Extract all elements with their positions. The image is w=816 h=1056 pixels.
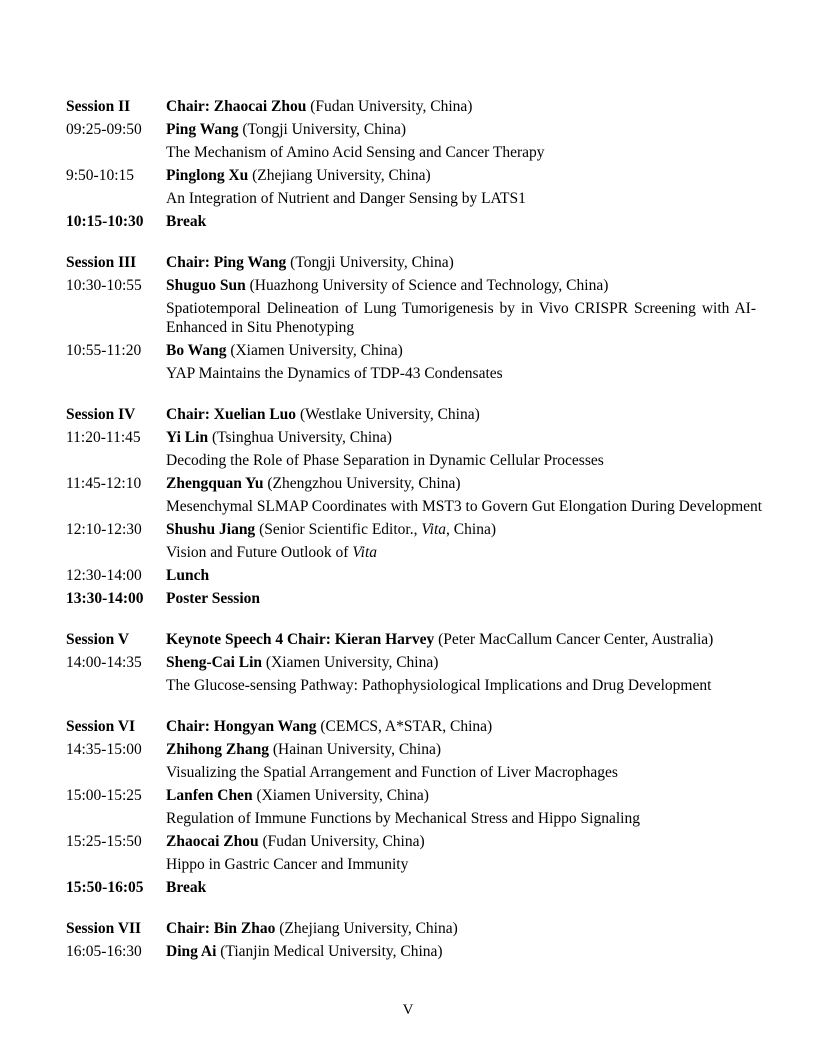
page-footer — [0, 1001, 816, 1020]
time-cell: 11:20-11:45 — [66, 429, 141, 446]
speaker-line — [166, 276, 756, 295]
entry-content — [166, 653, 756, 699]
time-cell: 10:30-10:55 — [66, 277, 142, 294]
talk-title-text: Vision and Future Outlook of — [166, 544, 353, 561]
entry-content — [166, 786, 756, 832]
entry-content — [166, 878, 756, 901]
speaker-affiliation: , China) — [446, 521, 496, 538]
entry-content — [166, 942, 756, 965]
speaker-line — [166, 740, 756, 759]
schedule-row — [66, 589, 756, 612]
time-cell: 12:30-14:00 — [66, 567, 142, 584]
event-line — [166, 878, 756, 897]
schedule-row — [66, 474, 763, 520]
time-cell: 11:45-12:10 — [66, 475, 142, 492]
talk-title — [166, 763, 756, 782]
session-header-row — [66, 630, 756, 653]
speaker-name: Yi Lin — [166, 429, 209, 446]
speaker-line — [166, 942, 756, 961]
entry-content — [166, 212, 756, 235]
speaker-name: Zhihong Zhang — [166, 741, 269, 758]
talk-title-text: Mesenchymal SLMAP Coordinates with MST3 to Govern Gut Elongation During Development — [166, 498, 763, 515]
time-cell: 10:55-11:20 — [66, 342, 142, 359]
session-label: Session VII — [66, 920, 142, 937]
speaker-name: Shushu Jiang — [166, 521, 256, 538]
speaker-line — [166, 653, 756, 672]
time-cell: 15:00-15:25 — [66, 787, 142, 804]
session-header-content — [166, 919, 756, 942]
time-cell: 13:30-14:00 — [66, 590, 144, 607]
session-label: Session III — [66, 254, 137, 271]
time-cell: 14:00-14:35 — [66, 654, 142, 671]
session-block — [66, 405, 763, 612]
speaker-affiliation: (Huazhong University of Science and Technology, China) — [245, 277, 609, 294]
session-block — [66, 630, 756, 699]
speaker-name: Ping Wang — [166, 121, 239, 138]
session-label: Session V — [66, 631, 130, 648]
speaker-line — [166, 786, 756, 805]
talk-title — [166, 543, 756, 562]
session-header-row — [66, 405, 756, 428]
chair-name: Chair: Ping Wang — [166, 254, 287, 271]
talk-title — [166, 451, 756, 470]
speaker-affiliation: (Fudan University, China) — [258, 833, 425, 850]
speaker-name: Ding Ai — [166, 943, 217, 960]
talk-title — [166, 809, 756, 828]
entry-content — [166, 166, 756, 212]
time-cell: 09:25-09:50 — [66, 121, 142, 138]
entry-content — [166, 520, 756, 566]
schedule-row — [66, 786, 756, 832]
chair-name: Keynote Speech 4 Chair: Kieran Harvey — [166, 631, 435, 648]
time-cell: 10:15-10:30 — [66, 213, 144, 230]
schedule-row — [66, 276, 756, 341]
event-line — [166, 589, 756, 608]
schedule-row — [66, 120, 756, 166]
schedule-row — [66, 942, 756, 965]
talk-title-text: The Mechanism of Amino Acid Sensing and Cancer Therapy — [166, 144, 545, 161]
session-header-row — [66, 253, 756, 276]
talk-title — [166, 299, 756, 337]
session-label: Session II — [66, 98, 131, 115]
schedule-row — [66, 428, 756, 474]
event-label: Break — [166, 213, 207, 230]
chair-affiliation: (Tongji University, China) — [286, 254, 454, 271]
session-header-row — [66, 717, 756, 740]
session-header-content — [166, 630, 756, 653]
session-block — [66, 253, 756, 387]
talk-title — [166, 364, 756, 383]
speaker-line — [166, 520, 756, 539]
speaker-name: Lanfen Chen — [166, 787, 253, 804]
speaker-line — [166, 120, 756, 139]
schedule-row — [66, 740, 756, 786]
time-cell: 12:10-12:30 — [66, 521, 142, 538]
speaker-line — [166, 474, 756, 493]
talk-title-text: Decoding the Role of Phase Separation in Dynamic Cellular Processes — [166, 452, 604, 469]
event-label: Poster Session — [166, 590, 261, 607]
session-block — [66, 717, 756, 901]
speaker-affiliation: (Zhengzhou University, China) — [263, 475, 461, 492]
entry-content — [166, 276, 756, 341]
chair-line — [166, 630, 756, 649]
schedule-row — [66, 520, 756, 566]
speaker-name: Pinglong Xu — [166, 167, 249, 184]
session-header-content — [166, 253, 756, 276]
speaker-affiliation: (Tsinghua University, China) — [208, 429, 392, 446]
time-cell: 15:25-15:50 — [66, 833, 142, 850]
speaker-name: Zhengquan Yu — [166, 475, 264, 492]
journal-name: Vita — [352, 544, 378, 561]
chair-line — [166, 919, 756, 938]
speaker-name: Sheng-Cai Lin — [166, 654, 263, 671]
speaker-affiliation: (Zhejiang University, China) — [248, 167, 431, 184]
chair-line — [166, 405, 756, 424]
speaker-line — [166, 341, 756, 360]
speaker-affiliation: (Tongji University, China) — [238, 121, 407, 138]
chair-affiliation: (CEMCS, A*STAR, China) — [316, 718, 493, 735]
talk-title-text: Hippo in Gastric Cancer and Immunity — [166, 856, 409, 873]
talk-title-text: An Integration of Nutrient and Danger Sensing by LATS1 — [166, 190, 526, 207]
chair-affiliation: (Peter MacCallum Cancer Center, Australia) — [434, 631, 714, 648]
entry-content — [166, 566, 756, 589]
time-cell: 16:05-16:30 — [66, 943, 142, 960]
schedule-row — [66, 566, 756, 589]
speaker-line — [166, 428, 756, 447]
talk-title-text: YAP Maintains the Dynamics of TDP-43 Condensates — [166, 365, 503, 382]
schedule-row — [66, 212, 756, 235]
chair-name: Chair: Zhaocai Zhou — [166, 98, 307, 115]
entry-content — [166, 474, 763, 520]
entry-content — [166, 428, 756, 474]
entry-content — [166, 341, 756, 387]
journal-name: Vita — [421, 521, 447, 538]
chair-affiliation: (Zhejiang University, China) — [275, 920, 458, 937]
chair-affiliation: (Westlake University, China) — [296, 406, 480, 423]
session-label: Session VI — [66, 718, 136, 735]
entry-content — [166, 832, 756, 878]
speaker-name: Shuguo Sun — [166, 277, 246, 294]
speaker-affiliation: (Tianjin Medical University, China) — [216, 943, 443, 960]
event-line — [166, 566, 756, 585]
session-label: Session IV — [66, 406, 136, 423]
chair-line — [166, 717, 756, 736]
entry-content — [166, 589, 756, 612]
talk-title — [166, 143, 756, 162]
chair-line — [166, 97, 756, 116]
schedule-row — [66, 653, 756, 699]
talk-title-text: Spatiotemporal Delineation of Lung Tumorigenesis by in Vivo CRISPR Screening with AI-Enhanced in Situ Phenotyping — [166, 300, 756, 336]
talk-title-text: The Glucose-sensing Pathway: Pathophysiological Implications and Drug Development — [166, 677, 712, 694]
chair-line — [166, 253, 756, 272]
speaker-line — [166, 832, 756, 851]
speaker-affiliation: (Senior Scientific Editor., — [255, 521, 422, 538]
session-block — [66, 919, 756, 965]
chair-name: Chair: Xuelian Luo — [166, 406, 297, 423]
entry-content — [166, 120, 756, 166]
speaker-line — [166, 166, 756, 185]
page-number: V — [402, 1002, 414, 1018]
session-header-row — [66, 919, 756, 942]
schedule-row — [66, 832, 756, 878]
chair-name: Chair: Hongyan Wang — [166, 718, 317, 735]
speaker-affiliation: (Xiamen University, China) — [262, 654, 439, 671]
speaker-affiliation: (Hainan University, China) — [268, 741, 442, 758]
talk-title — [166, 676, 756, 695]
session-header-content — [166, 717, 756, 740]
session-header-content — [166, 405, 756, 428]
speaker-affiliation: (Xiamen University, China) — [226, 342, 403, 359]
speaker-name: Zhaocai Zhou — [166, 833, 259, 850]
entry-content — [166, 740, 756, 786]
speaker-name: Bo Wang — [166, 342, 227, 359]
session-block — [66, 97, 756, 235]
event-label: Lunch — [166, 567, 210, 584]
time-cell: 9:50-10:15 — [66, 167, 135, 184]
talk-title-text: Regulation of Immune Functions by Mechanical Stress and Hippo Signaling — [166, 810, 640, 827]
chair-affiliation: (Fudan University, China) — [306, 98, 473, 115]
schedule-row — [66, 166, 756, 212]
talk-title-text: Visualizing the Spatial Arrangement and Function of Liver Macrophages — [166, 764, 618, 781]
speaker-affiliation: (Xiamen University, China) — [252, 787, 429, 804]
talk-title — [166, 497, 763, 516]
talk-title — [166, 189, 756, 208]
session-header-row — [66, 97, 756, 120]
schedule — [66, 97, 763, 983]
talk-title — [166, 855, 756, 874]
event-label: Break — [166, 879, 207, 896]
chair-name: Chair: Bin Zhao — [166, 920, 276, 937]
time-cell: 14:35-15:00 — [66, 741, 142, 758]
schedule-row — [66, 878, 756, 901]
event-line — [166, 212, 756, 231]
session-header-content — [166, 97, 756, 120]
schedule-row — [66, 341, 756, 387]
time-cell: 15:50-16:05 — [66, 879, 144, 896]
